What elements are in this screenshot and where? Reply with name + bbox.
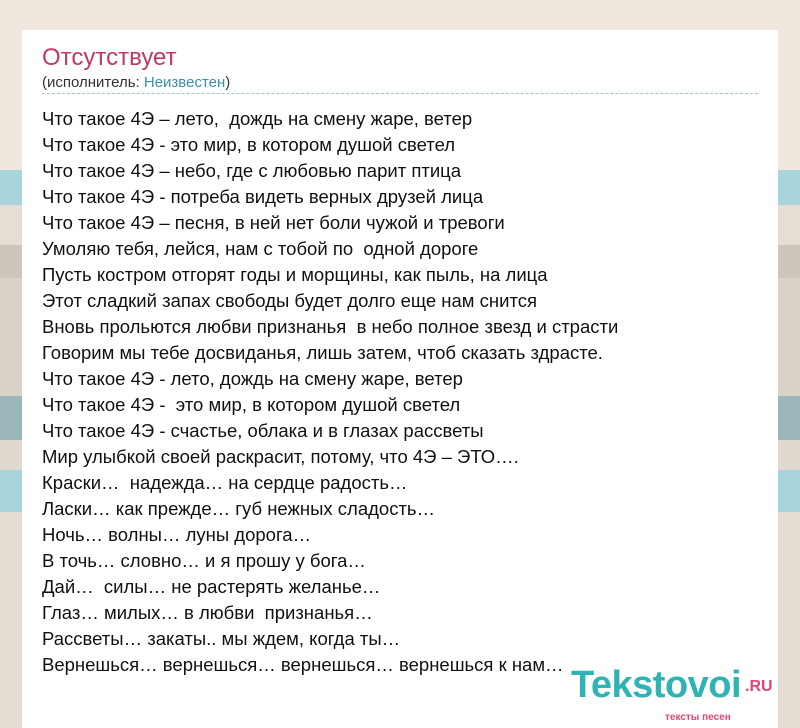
lyric-line: Этот сладкий запах свободы будет долго еще нам снится — [42, 290, 538, 311]
subtitle-prefix: (исполнитель: — [42, 74, 144, 91]
lyric-line: Что такое 4Э – небо, где с любовью парит птица — [42, 160, 462, 181]
artist-link[interactable]: Неизвестен — [143, 74, 226, 91]
lyric-line: Что такое 4Э – лето, дождь на смену жаре, ветер — [42, 108, 473, 129]
lyric-line: Что такое 4Э - это мир, в котором душой светел — [42, 394, 461, 415]
lyric-line: Что такое 4Э - счастье, облака и в глазах рассветы — [42, 420, 484, 441]
lyric-line: Дай… силы… не растерять желанье… — [42, 576, 381, 597]
lyric-line: Пусть костром отгорят годы и морщины, как пыль, на лица — [42, 264, 548, 285]
title-divider — [42, 93, 758, 94]
lyric-line: Что такое 4Э - это мир, в котором душой светел — [42, 134, 456, 155]
song-subtitle — [42, 74, 230, 91]
lyric-line: Ласки… как прежде… губ нежных сладость… — [42, 498, 436, 519]
lyric-line: Вновь прольются любви признанья в небо полное звезд и страсти — [42, 316, 619, 337]
lyrics-card — [22, 30, 778, 728]
logo-domain: .RU — [745, 678, 773, 695]
lyric-line: В точь… словно… и я прошу у бога… — [42, 550, 366, 571]
site-logo[interactable] — [567, 662, 777, 728]
lyric-line: Рассветы… закаты.. мы ждем, когда ты… — [42, 628, 401, 649]
song-title: Отсутствует — [42, 44, 177, 71]
lyric-line: Что такое 4Э – песня, в ней нет боли чужой и тревоги — [42, 212, 505, 233]
subtitle-suffix: ) — [225, 74, 231, 91]
lyric-line: Вернешься… вернешься… вернешься… вернешься к нам… — [42, 654, 564, 675]
lyric-line: Мир улыбкой своей раскрасит, потому, что 4Э – ЭТО…. — [42, 446, 519, 467]
lyric-line: Глаз… милых… в любви признанья… — [42, 602, 373, 623]
lyrics-text — [42, 106, 618, 678]
lyric-line: Краски… надежда… на сердце радость… — [42, 472, 408, 493]
lyric-line: Что такое 4Э - лето, дождь на смену жаре, ветер — [42, 368, 463, 389]
lyric-line: Умоляю тебя, лейся, нам с тобой по одной дороге — [42, 238, 479, 259]
lyric-line: Говорим мы тебе досвиданья, лишь затем, чтоб сказать здрасте. — [42, 342, 603, 363]
logo-tagline: тексты песен — [665, 712, 731, 723]
lyric-line: Ночь… волны… луны дорога… — [42, 524, 312, 545]
lyric-line: Что такое 4Э - потреба видеть верных друзей лица — [42, 186, 484, 207]
logo-word: Tekstovoi — [571, 664, 742, 706]
